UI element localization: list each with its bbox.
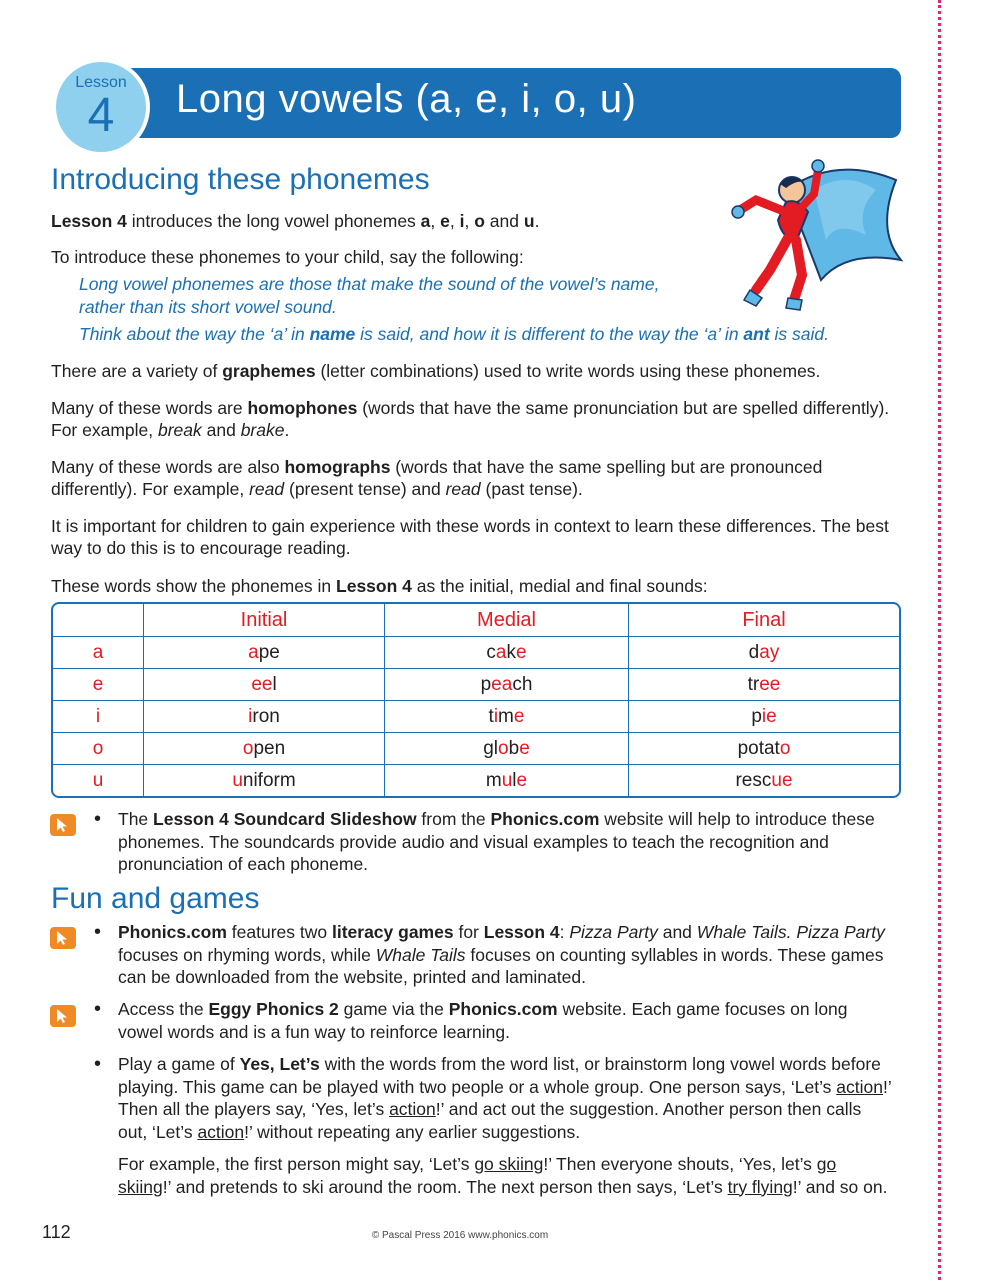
lesson-title: Long vowels (a, e, i, o, u) xyxy=(176,77,637,121)
medial-word: time xyxy=(385,701,629,733)
copyright-footer: © Pascal Press 2016 www.phonics.com xyxy=(371,1230,549,1241)
column-header-final: Final xyxy=(629,604,900,637)
pointer-icon xyxy=(50,1005,76,1027)
bullet-point: • xyxy=(94,1053,102,1075)
pointer-icon xyxy=(50,927,76,949)
table-corner-cell xyxy=(53,604,144,637)
medial-word: globe xyxy=(385,733,629,765)
table-row xyxy=(53,701,899,733)
quote-line-2: rather than its short vowel sound. xyxy=(79,297,337,317)
intro-paragraph-5: Many of these words are also homographs (words that have the same spelling but are pronounced differently). For example, read (present tense) and read (past tense). xyxy=(51,457,823,499)
lesson-badge xyxy=(52,58,150,156)
initial-word: iron xyxy=(144,701,385,733)
final-word: potato xyxy=(629,733,900,765)
column-header-medial: Medial xyxy=(385,604,629,637)
page-number: 112 xyxy=(42,1222,71,1242)
medial-word: cake xyxy=(385,637,629,669)
table-row xyxy=(53,637,899,669)
row-vowel: e xyxy=(53,669,144,701)
table-row xyxy=(53,765,899,796)
lesson-label: Lesson xyxy=(75,74,127,91)
table-row xyxy=(53,733,899,765)
games-bullet-3: Play a game of Yes, Let’s with the words from the word list, or brainstorm long vowel words before playing. This game can be played with two people or a whole group. One person says, ‘Let’s action!’ Then all the players say, ‘Yes, let’s action!’ and act out the suggestion. Another person then calls out, ‘Let’s action!’ without repeating any earlier suggestions. xyxy=(118,1054,892,1142)
bullet-point: • xyxy=(94,808,102,830)
final-word: day xyxy=(629,637,900,669)
initial-word: ape xyxy=(144,637,385,669)
initial-word: open xyxy=(144,733,385,765)
table-row xyxy=(53,669,899,701)
intro-paragraph-3: There are a variety of graphemes (letter combinations) used to write words using these phonemes. xyxy=(51,361,821,381)
games-heading: Fun and games xyxy=(51,882,260,915)
pointer-icon xyxy=(50,814,76,836)
quote-2: Think about the way the ‘a’ in name is said, and how it is different to the way the ‘a’ in ant is said. xyxy=(79,324,829,344)
row-vowel: i xyxy=(53,701,144,733)
intro-paragraph-2: To introduce these phonemes to your child, say the following: xyxy=(51,247,524,267)
medial-word: mule xyxy=(385,765,629,796)
dotted-page-edge xyxy=(938,0,941,1280)
lesson-number: 4 xyxy=(87,89,115,142)
intro-paragraph-1: Lesson 4 introduces the long vowel phonemes a, e, i, o and u. xyxy=(51,211,540,231)
slideshow-bullet-text: The Lesson 4 Soundcard Slideshow from the Phonics.com website will help to introduce these phonemes. The soundcards provide audio and visual examples to teach the recognition and pronunciation of each phoneme. xyxy=(118,809,875,874)
row-vowel: o xyxy=(53,733,144,765)
games-bullet-2: Access the Eggy Phonics 2 game via the Phonics.com website. Each game focuses on long vowel words and is a fun way to reinforce learning. xyxy=(118,999,848,1042)
games-bullet-1: Phonics.com features two literacy games for Lesson 4: Pizza Party and Whale Tails. Pizza Party focuses on rhyming words, while Whale Tails focuses on counting syllables in words. These games can be downloaded from the website, printed and laminated. xyxy=(118,922,885,987)
bullet-point: • xyxy=(94,998,102,1020)
final-word: pie xyxy=(629,701,900,733)
superhero-illustration xyxy=(726,150,906,320)
intro-paragraph-7: These words show the phonemes in Lesson 4 as the initial, medial and final sounds: xyxy=(51,576,708,596)
final-word: tree xyxy=(629,669,900,701)
initial-word: eel xyxy=(144,669,385,701)
intro-heading: Introducing these phonemes xyxy=(51,163,430,196)
row-vowel: a xyxy=(53,637,144,669)
phoneme-table xyxy=(51,602,901,798)
column-header-initial: Initial xyxy=(144,604,385,637)
games-bullet-3-example: For example, the first person might say, ‘Let’s go skiing!’ Then everyone shouts, ‘Yes, let’s go skiing!’ and pretends to ski around the room. The next person then says, ‘Let’s try flying!’ and so on. xyxy=(118,1154,888,1197)
initial-word: uniform xyxy=(144,765,385,796)
table-header-row xyxy=(53,604,899,637)
medial-word: peach xyxy=(385,669,629,701)
quote-line-1: Long vowel phonemes are those that make the sound of the vowel’s name, xyxy=(79,274,660,294)
intro-paragraph-6: It is important for children to gain experience with these words in context to learn these differences. The best way to do this is to encourage reading. xyxy=(51,516,889,558)
final-word: rescue xyxy=(629,765,900,796)
intro-paragraph-4: Many of these words are homophones (words that have the same pronunciation but are spelled differently). For example, break and brake. xyxy=(51,398,890,440)
row-vowel: u xyxy=(53,765,144,796)
bullet-point: • xyxy=(94,921,102,943)
